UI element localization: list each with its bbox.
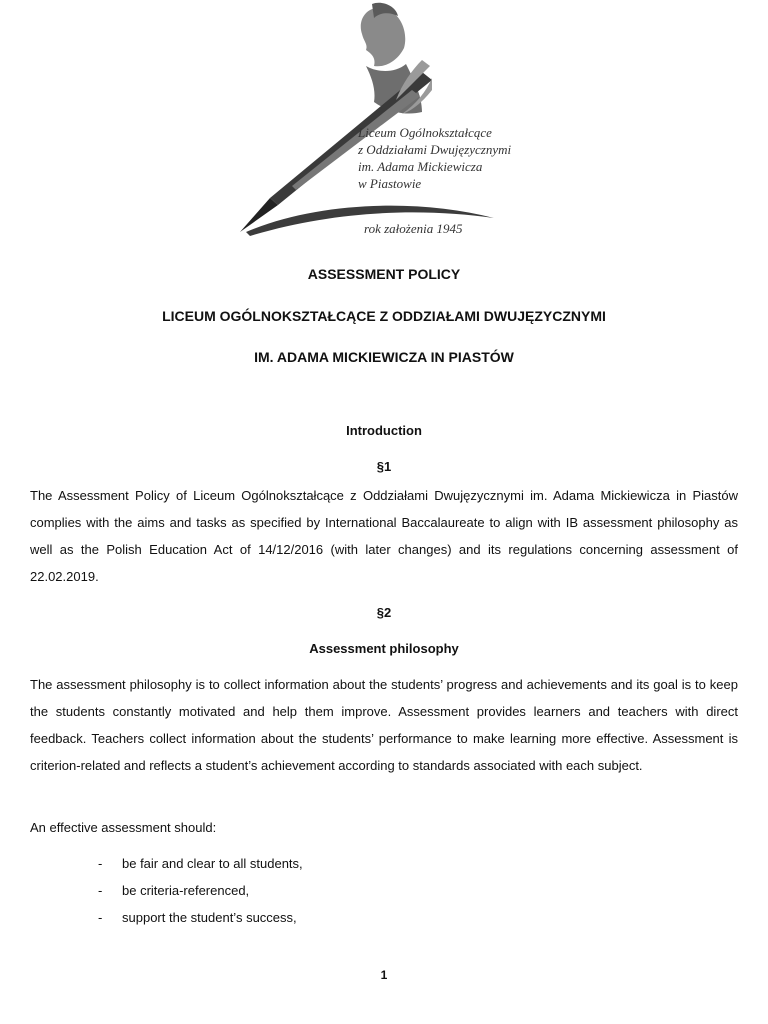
school-name-title: LICEUM OGÓLNOKSZTAŁCĄCE Z ODDZIAŁAMI DWUJĘZYCZNYMI xyxy=(162,308,606,324)
bullet-marker: - xyxy=(98,856,103,871)
list-item xyxy=(98,908,698,928)
logo-school-name xyxy=(358,124,518,192)
list-item-text: be fair and clear to all students, xyxy=(122,856,303,871)
introduction-heading: Introduction xyxy=(346,423,422,438)
logo-line: w Piastowie xyxy=(358,176,422,191)
bullet-marker: - xyxy=(98,910,103,925)
list-item-text: support the student’s success, xyxy=(122,910,297,925)
effective-assessment-intro: An effective assessment should: xyxy=(30,820,217,835)
logo-line: z Oddziałami Dwujęzycznymi xyxy=(358,142,512,157)
assessment-philosophy-paragraph: The assessment philosophy is to collect information about the students’ progress and achievements and its goal is to keep the students constantly motivated and help them improve. Assessment provides learners and teachers with direct feedback. Teachers collect information about the students’ performance to make learning more effective. Assessment is criterion-related and reflects a student’s achievement according to standards associated with each subject. xyxy=(30,677,738,773)
assessment-philosophy-heading: Assessment philosophy xyxy=(309,641,459,656)
school-patron-title: IM. ADAMA MICKIEWICZA IN PIASTÓW xyxy=(254,349,514,365)
logo-line: Liceum Ogólnokształcące xyxy=(358,125,492,140)
bullet-marker: - xyxy=(98,883,103,898)
section-1-marker: §1 xyxy=(376,459,392,474)
school-logo xyxy=(226,0,512,245)
section-2-marker: §2 xyxy=(376,605,392,620)
list-item xyxy=(98,881,698,901)
document-title: ASSESSMENT POLICY xyxy=(307,266,461,282)
logo-line: im. Adama Mickiewicza xyxy=(358,159,483,174)
poet-pen-emblem xyxy=(226,0,506,245)
page-number: 1 xyxy=(380,968,388,982)
list-item xyxy=(98,854,698,874)
list-item-text: be criteria-referenced, xyxy=(122,883,250,898)
logo-founded-year: rok założenia 1945 xyxy=(364,221,463,236)
introduction-paragraph: The Assessment Policy of Liceum Ogólnokształcące z Oddziałami Dwujęzycznymi im. Adama Mickiewicza in Piastów complies with the aims and tasks as specified by International Baccalaureate to align with IB assessment philosophy as well as the Polish Education Act of 14/12/2016 (with later changes) and its regulations concerning assessment of 22.02.2019. xyxy=(30,488,738,584)
